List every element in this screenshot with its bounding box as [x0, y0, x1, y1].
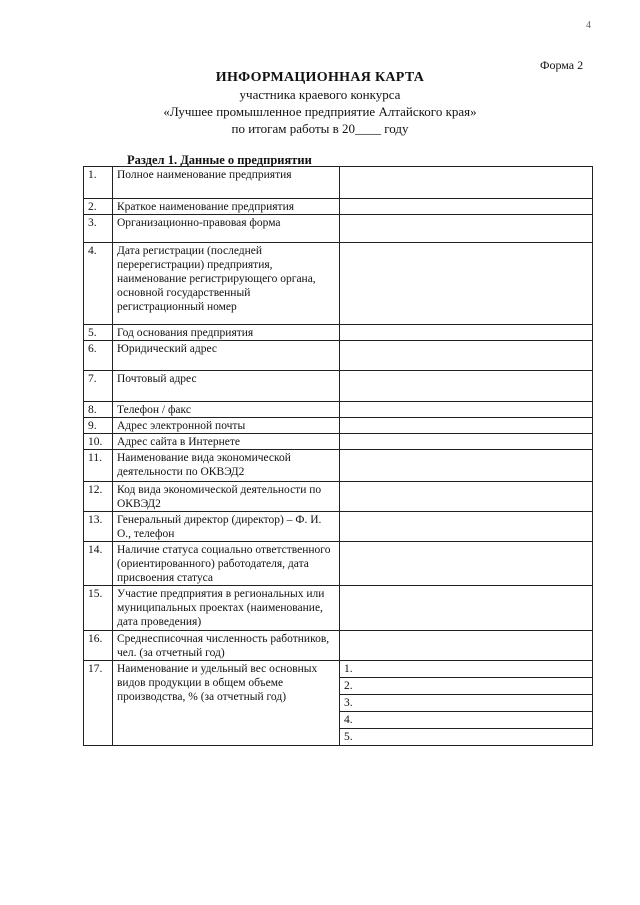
row-number: 12. [84, 482, 113, 512]
row-number: 10. [84, 434, 113, 450]
value-field[interactable] [340, 512, 593, 542]
subtitle-line-1: участника краевого конкурса [239, 87, 401, 102]
product-subitem[interactable]: 4. [340, 712, 592, 729]
table-row [84, 325, 593, 341]
table-row [84, 418, 593, 434]
value-field[interactable] [340, 661, 593, 746]
row-label: Год основания предприятия [113, 325, 340, 341]
table-row [84, 512, 593, 542]
row-label: Адрес электронной почты [113, 418, 340, 434]
table-row [84, 341, 593, 371]
product-subitem[interactable]: 5. [344, 731, 353, 743]
value-field[interactable] [340, 243, 593, 325]
value-field[interactable] [340, 167, 593, 199]
row-number: 5. [84, 325, 113, 341]
table-row [84, 371, 593, 402]
row-number: 6. [84, 341, 113, 371]
table-row [84, 542, 593, 586]
row-label: Полное наименование предприятия [113, 167, 340, 199]
table-row [84, 215, 593, 243]
row-number: 4. [84, 243, 113, 325]
value-field[interactable] [340, 631, 593, 661]
row-label: Юридический адрес [113, 341, 340, 371]
row-number: 8. [84, 402, 113, 418]
row-label: Телефон / факс [113, 402, 340, 418]
row-label: Организационно-правовая форма [113, 215, 340, 243]
row-number: 11. [84, 450, 113, 482]
row-label: Наименование вида экономической деятельности по ОКВЭД2 [113, 450, 340, 482]
row-label: Почтовый адрес [113, 371, 340, 402]
table-row [84, 199, 593, 215]
row-label: Наличие статуса социально ответственного (ориентированного) работодателя, дата присвоения статуса [113, 542, 340, 586]
table-row [84, 167, 593, 199]
section-title: Раздел 1. Данные о предприятии [127, 153, 312, 167]
product-subitem[interactable]: 3. [340, 695, 592, 712]
document-title: ИНФОРМАЦИОННАЯ КАРТА [215, 70, 425, 85]
row-number: 15. [84, 586, 113, 631]
value-field[interactable] [340, 402, 593, 418]
row-number: 2. [84, 199, 113, 215]
value-field[interactable] [340, 341, 593, 371]
table-row [84, 586, 593, 631]
row-number: 17. [84, 661, 113, 746]
table-row [84, 243, 593, 325]
value-field[interactable] [340, 199, 593, 215]
row-number: 16. [84, 631, 113, 661]
subtitle-line-3: по итогам работы в 20____ году [231, 121, 409, 136]
row-number: 14. [84, 542, 113, 586]
product-subitem[interactable]: 1. [340, 661, 592, 678]
row-number: 13. [84, 512, 113, 542]
row-label: Адрес сайта в Интернете [113, 434, 340, 450]
table-row [84, 402, 593, 418]
table-row [84, 661, 593, 746]
value-field[interactable] [340, 325, 593, 341]
row-label: Дата регистрации (последней перерегистрации) предприятия, наименование регистрирующего органа, основной государственный регистрационный номер [113, 243, 340, 325]
value-field[interactable] [340, 450, 593, 482]
row-label: Краткое наименование предприятия [113, 199, 340, 215]
value-field[interactable] [340, 418, 593, 434]
enterprise-data-table [83, 166, 593, 746]
table-row [84, 434, 593, 450]
row-label: Генеральный директор (директор) – Ф. И. О., телефон [113, 512, 340, 542]
value-field[interactable] [340, 215, 593, 243]
value-field[interactable] [340, 542, 593, 586]
row-number: 7. [84, 371, 113, 402]
value-field[interactable] [340, 482, 593, 512]
row-label: Среднесписочная численность работников, чел. (за отчетный год) [113, 631, 340, 661]
row-number: 1. [84, 167, 113, 199]
table-row [84, 450, 593, 482]
value-field[interactable] [340, 586, 593, 631]
table-row [84, 631, 593, 661]
row-label: Код вида экономической деятельности по ОКВЭД2 [113, 482, 340, 512]
row-number: 9. [84, 418, 113, 434]
value-field[interactable] [340, 434, 593, 450]
row-label: Участие предприятия в региональных или муниципальных проектах (наименование, дата проведения) [113, 586, 340, 631]
table-row [84, 482, 593, 512]
row-number: 3. [84, 215, 113, 243]
page-number: 4 [586, 20, 591, 31]
value-field[interactable] [340, 371, 593, 402]
row-label: Наименование и удельный вес основных видов продукции в общем объеме производства, % (за отчетный год) [113, 661, 340, 746]
subtitle-line-2: «Лучшее промышленное предприятие Алтайского края» [163, 104, 477, 119]
product-subitem[interactable]: 2. [340, 678, 592, 695]
form-label: Форма 2 [540, 58, 584, 72]
